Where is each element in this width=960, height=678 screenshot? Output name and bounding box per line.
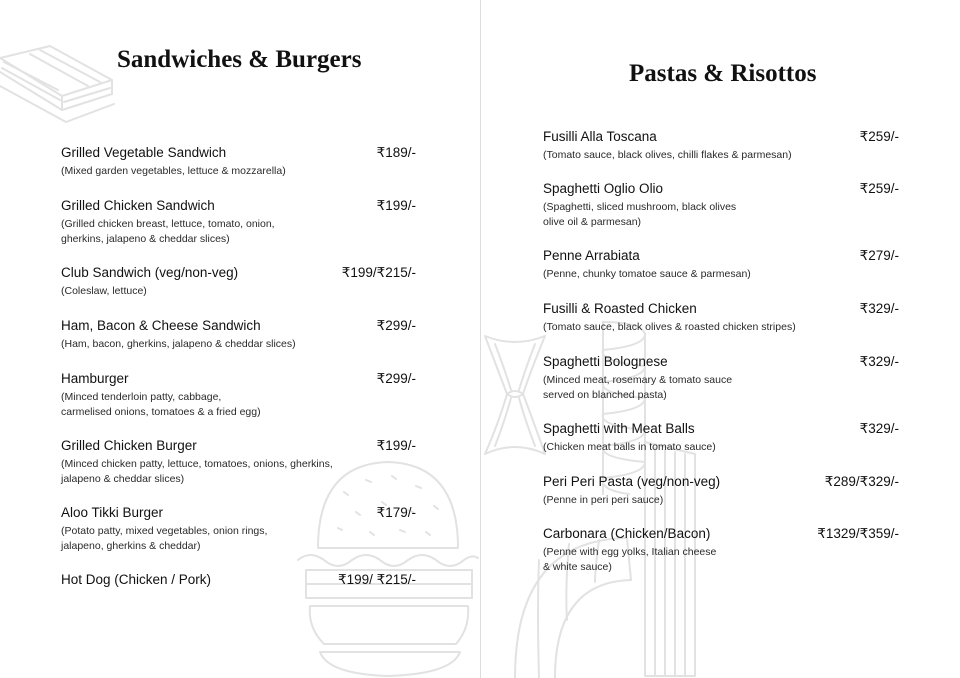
item-description: (Penne, chunky tomatoe sauce & parmesan)	[543, 268, 751, 280]
section-title: Sandwiches & Burgers	[117, 46, 362, 73]
item-description: (Spaghetti, sliced mushroom, black olives olive oil & parmesan)	[543, 201, 737, 228]
item-description: (Ham, bacon, gherkins, jalapeno & cheddar slices)	[61, 338, 296, 350]
item-name: Carbonara (Chicken/Bacon)	[543, 526, 711, 541]
item-price: ₹199/₹215/-	[341, 265, 416, 280]
menu-item	[61, 265, 416, 299]
item-description: (Coleslaw, lettuce)	[61, 285, 147, 297]
item-name: Ham, Bacon & Cheese Sandwich	[61, 318, 261, 333]
farfalle-pasta-illustration-icon	[481, 330, 551, 460]
section-title: Pastas & Risottos	[629, 60, 817, 87]
item-price: ₹299/-	[376, 371, 416, 386]
item-name: Aloo Tikki Burger	[61, 505, 164, 520]
item-price: ₹189/-	[376, 145, 416, 160]
menu-item	[61, 572, 416, 588]
item-price: ₹179/-	[376, 505, 416, 520]
item-description: (Tomato sauce, black olives & roasted chicken stripes)	[543, 321, 796, 333]
item-price: ₹329/-	[859, 421, 899, 436]
item-name: Fusilli & Roasted Chicken	[543, 301, 697, 316]
menu-item	[61, 438, 416, 487]
menu-item	[61, 505, 416, 554]
menu-item	[543, 248, 899, 282]
menu-item	[543, 526, 899, 575]
item-description: (Grilled chicken breast, lettuce, tomato, onion, gherkins, jalapeno & cheddar slices)	[61, 218, 275, 245]
menu-item	[61, 145, 416, 179]
item-name: Grilled Chicken Burger	[61, 438, 197, 453]
item-price: ₹199/-	[376, 198, 416, 213]
menu-item	[543, 181, 899, 230]
menu-item	[61, 198, 416, 247]
item-price: ₹329/-	[859, 354, 899, 369]
item-name: Hamburger	[61, 371, 129, 386]
fusilli-pasta-illustration-icon	[589, 318, 659, 498]
item-price: ₹259/-	[859, 129, 899, 144]
menu-item	[543, 421, 899, 455]
item-name: Grilled Vegetable Sandwich	[61, 145, 227, 160]
item-name: Spaghetti with Meat Balls	[543, 421, 695, 436]
item-name: Hot Dog (Chicken / Pork)	[61, 572, 212, 587]
item-description: (Penne in peri peri sauce)	[543, 494, 664, 506]
item-name: Spaghetti Bolognese	[543, 354, 668, 369]
sandwich-illustration-icon	[0, 40, 120, 125]
item-name: Penne Arrabiata	[543, 248, 640, 263]
menu-item	[543, 474, 899, 508]
item-description: (Chicken meat balls in tomato sauce)	[543, 441, 716, 453]
item-price: ₹329/-	[859, 301, 899, 316]
item-name: Club Sandwich (veg/non-veg)	[61, 265, 239, 280]
item-name: Fusilli Alla Toscana	[543, 129, 657, 144]
menu-page-right	[481, 0, 960, 678]
item-description: (Minced tenderloin patty, cabbage, carmelised onions, tomatoes & a fried egg)	[61, 391, 261, 418]
item-price: ₹199/ ₹215/-	[338, 572, 416, 587]
item-name: Peri Peri Pasta (veg/non-veg)	[543, 474, 721, 489]
item-price: ₹299/-	[376, 318, 416, 333]
item-price: ₹199/-	[376, 438, 416, 453]
menu-item	[61, 371, 416, 420]
item-price: ₹279/-	[859, 248, 899, 263]
menu-item	[543, 354, 899, 403]
menu-item	[61, 318, 416, 352]
menu-item	[543, 301, 899, 335]
item-name: Grilled Chicken Sandwich	[61, 198, 215, 213]
item-description: (Potato patty, mixed vegetables, onion rings, jalapeno, gherkins & cheddar)	[61, 525, 268, 552]
item-description: (Penne with egg yolks, Italian cheese & white sauce)	[543, 546, 717, 573]
menu-item	[543, 129, 899, 163]
item-description: (Mixed garden vegetables, lettuce & mozzarella)	[61, 165, 286, 177]
item-price: ₹289/₹329/-	[824, 474, 899, 489]
item-price: ₹259/-	[859, 181, 899, 196]
item-price: ₹1329/₹359/-	[817, 526, 899, 541]
item-description: (Tomato sauce, black olives, chilli flakes & parmesan)	[543, 149, 792, 161]
item-description: (Minced meat, rosemary & tomato sauce served on blanched pasta)	[543, 374, 733, 401]
item-name: Spaghetti Oglio Olio	[543, 181, 664, 196]
item-description: (Minced chicken patty, lettuce, tomatoes, onions, gherkins, jalapeno & cheddar slices)	[61, 458, 333, 485]
